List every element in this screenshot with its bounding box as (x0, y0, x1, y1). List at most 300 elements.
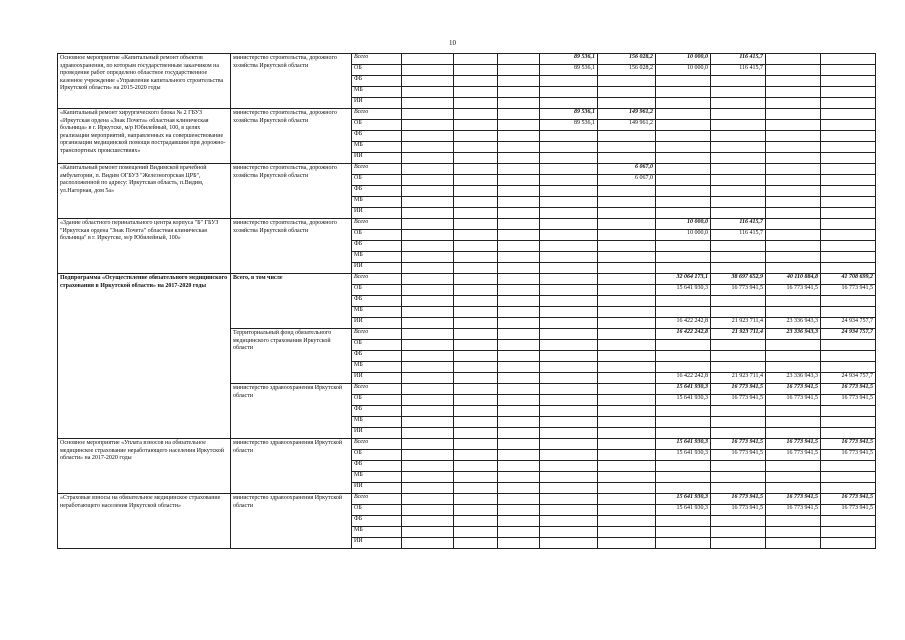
amount-cell (766, 483, 821, 494)
amount-cell: 16 773 941,5 (711, 384, 766, 395)
empty-cell (454, 76, 498, 87)
empty-cell (402, 263, 454, 274)
amount-cell: 16 773 941,5 (711, 395, 766, 406)
amount-cell: 15 641 930,3 (656, 395, 711, 406)
funding-source: Всего (352, 274, 402, 285)
amount-cell (711, 252, 766, 263)
empty-cell (454, 340, 498, 351)
empty-cell (402, 98, 454, 109)
funding-source: ИИ (352, 153, 402, 164)
funding-source: ОБ (352, 505, 402, 516)
empty-cell (498, 538, 540, 549)
amount-cell (766, 461, 821, 472)
empty-cell (402, 109, 454, 120)
amount-cell (821, 197, 876, 208)
empty-cell (402, 296, 454, 307)
empty-cell (402, 494, 454, 505)
amount-cell (711, 87, 766, 98)
empty-cell (454, 230, 498, 241)
empty-cell (454, 208, 498, 219)
empty-cell (402, 351, 454, 362)
empty-cell (454, 164, 498, 175)
amount-cell (766, 76, 821, 87)
amount-cell: 38 697 652,9 (711, 274, 766, 285)
amount-cell (540, 505, 598, 516)
amount-cell: 16 773 941,5 (821, 450, 876, 461)
amount-cell (540, 516, 598, 527)
amount-cell (598, 153, 656, 164)
executor-name: министерство здравоохранения Иркутской области (231, 439, 352, 494)
empty-cell (402, 318, 454, 329)
amount-cell (766, 87, 821, 98)
amount-cell (821, 406, 876, 417)
amount-cell (766, 98, 821, 109)
empty-cell (454, 142, 498, 153)
funding-source: МБ (352, 417, 402, 428)
amount-cell: 16 773 941,5 (821, 505, 876, 516)
amount-cell: 16 773 941,5 (711, 285, 766, 296)
executor-name: министерство здравоохранения Иркутской области (231, 494, 352, 549)
empty-cell (454, 98, 498, 109)
amount-cell (821, 87, 876, 98)
amount-cell (766, 131, 821, 142)
empty-cell (402, 76, 454, 87)
page-number: 10 (449, 39, 456, 47)
amount-cell (766, 472, 821, 483)
amount-cell (540, 483, 598, 494)
amount-cell: 116 415,7 (711, 230, 766, 241)
executor-name: министерство строительства, дорожного хозяйства Иркутской области (231, 109, 352, 164)
amount-cell (711, 483, 766, 494)
amount-cell (656, 208, 711, 219)
empty-cell (498, 516, 540, 527)
amount-cell (598, 538, 656, 549)
amount-cell (598, 241, 656, 252)
amount-cell (540, 527, 598, 538)
amount-cell (598, 406, 656, 417)
amount-cell (766, 263, 821, 274)
funding-source: ИИ (352, 263, 402, 274)
amount-cell (766, 538, 821, 549)
amount-cell (540, 98, 598, 109)
table-row (58, 219, 876, 230)
table-row (58, 494, 876, 505)
empty-cell (402, 373, 454, 384)
amount-cell (821, 186, 876, 197)
amount-cell: 16 773 941,5 (766, 439, 821, 450)
amount-cell: 15 641 930,3 (656, 494, 711, 505)
amount-cell (821, 307, 876, 318)
amount-cell: 89 536,1 (540, 120, 598, 131)
amount-cell: 16 773 941,5 (821, 384, 876, 395)
amount-cell: 10 000,0 (656, 230, 711, 241)
amount-cell (540, 197, 598, 208)
empty-cell (454, 153, 498, 164)
empty-cell (402, 362, 454, 373)
empty-cell (454, 131, 498, 142)
amount-cell (598, 285, 656, 296)
empty-cell (402, 285, 454, 296)
amount-cell (711, 175, 766, 186)
amount-cell: 10 000,0 (656, 219, 711, 230)
funding-source: ФБ (352, 296, 402, 307)
empty-cell (498, 428, 540, 439)
empty-cell (498, 505, 540, 516)
amount-cell: 89 536,1 (540, 65, 598, 76)
empty-cell (402, 527, 454, 538)
funding-source: ИИ (352, 98, 402, 109)
amount-cell (711, 351, 766, 362)
amount-cell (540, 175, 598, 186)
amount-cell (598, 384, 656, 395)
amount-cell (821, 241, 876, 252)
amount-cell (598, 131, 656, 142)
amount-cell: 16 773 941,5 (821, 439, 876, 450)
empty-cell (498, 450, 540, 461)
funding-source: Всего (352, 164, 402, 175)
empty-cell (454, 461, 498, 472)
amount-cell (656, 241, 711, 252)
funding-source: ФБ (352, 241, 402, 252)
empty-cell (402, 142, 454, 153)
empty-cell (498, 208, 540, 219)
empty-cell (498, 472, 540, 483)
amount-cell (598, 307, 656, 318)
executor-name: Территориальный фонд обязательного медицинского страхования Иркутской области (231, 329, 352, 384)
empty-cell (498, 252, 540, 263)
amount-cell (711, 428, 766, 439)
measure-name: Подпрограмма «Осуществление обязательного медицинского страхования в Иркутской области» на 2017-2020 годы (58, 274, 231, 439)
amount-cell (766, 208, 821, 219)
amount-cell (540, 241, 598, 252)
amount-cell (821, 109, 876, 120)
table-row (58, 54, 876, 65)
amount-cell: 15 641 930,3 (656, 505, 711, 516)
empty-cell (454, 373, 498, 384)
amount-cell (821, 461, 876, 472)
amount-cell (540, 351, 598, 362)
amount-cell (656, 186, 711, 197)
amount-cell (821, 483, 876, 494)
amount-cell (540, 208, 598, 219)
empty-cell (402, 230, 454, 241)
empty-cell (454, 175, 498, 186)
empty-cell (498, 417, 540, 428)
amount-cell: 21 923 711,4 (711, 318, 766, 329)
amount-cell (656, 263, 711, 274)
funding-source: МБ (352, 197, 402, 208)
empty-cell (402, 329, 454, 340)
amount-cell (711, 241, 766, 252)
amount-cell (821, 417, 876, 428)
amount-cell (711, 263, 766, 274)
amount-cell (656, 296, 711, 307)
measure-name: Основное мероприятие «Капитальный ремонт объектов здравоохранения, по которым государственным заказчиком на проведение работ определено областное государственное казенное учреждение «Управление капитального строительства Иркутской области» на 2015-2020 годы (58, 54, 231, 109)
amount-cell (711, 208, 766, 219)
empty-cell (402, 307, 454, 318)
amount-cell (598, 142, 656, 153)
amount-cell (766, 164, 821, 175)
empty-cell (454, 483, 498, 494)
amount-cell (821, 351, 876, 362)
empty-cell (454, 186, 498, 197)
empty-cell (402, 439, 454, 450)
amount-cell: 16 773 941,5 (766, 285, 821, 296)
empty-cell (402, 450, 454, 461)
amount-cell: 21 923 711,4 (711, 329, 766, 340)
amount-cell (821, 65, 876, 76)
empty-cell (498, 263, 540, 274)
empty-cell (402, 252, 454, 263)
empty-cell (498, 197, 540, 208)
funding-source: ФБ (352, 186, 402, 197)
amount-cell (656, 164, 711, 175)
empty-cell (402, 65, 454, 76)
amount-cell (656, 98, 711, 109)
amount-cell (598, 186, 656, 197)
amount-cell (598, 351, 656, 362)
funding-source: ФБ (352, 76, 402, 87)
amount-cell (540, 76, 598, 87)
funding-source: ИИ (352, 483, 402, 494)
empty-cell (498, 296, 540, 307)
empty-cell (454, 538, 498, 549)
empty-cell (402, 87, 454, 98)
funding-source: ФБ (352, 406, 402, 417)
amount-cell (540, 395, 598, 406)
amount-cell (540, 252, 598, 263)
amount-cell (540, 362, 598, 373)
amount-cell (540, 307, 598, 318)
funding-source: ОБ (352, 230, 402, 241)
amount-cell (821, 208, 876, 219)
amount-cell (766, 406, 821, 417)
amount-cell: 16 773 941,5 (766, 450, 821, 461)
empty-cell (498, 76, 540, 87)
empty-cell (498, 406, 540, 417)
amount-cell (711, 362, 766, 373)
amount-cell: 116 415,7 (711, 54, 766, 65)
amount-cell: 16 773 941,5 (711, 494, 766, 505)
empty-cell (454, 450, 498, 461)
amount-cell (598, 373, 656, 384)
empty-cell (402, 340, 454, 351)
funding-source: МБ (352, 252, 402, 263)
amount-cell (598, 428, 656, 439)
empty-cell (454, 120, 498, 131)
amount-cell: 15 641 930,3 (656, 285, 711, 296)
measure-name: Основное мероприятие «Уплата взносов на обязательное медицинское страхование неработающего населения Иркутской области» на 2017-2020 годы (58, 439, 231, 494)
empty-cell (498, 54, 540, 65)
amount-cell (540, 384, 598, 395)
empty-cell (402, 461, 454, 472)
empty-cell (454, 263, 498, 274)
amount-cell (766, 307, 821, 318)
amount-cell (540, 340, 598, 351)
amount-cell: 16 773 941,5 (766, 384, 821, 395)
amount-cell (821, 76, 876, 87)
amount-cell (598, 450, 656, 461)
empty-cell (402, 428, 454, 439)
amount-cell (540, 87, 598, 98)
amount-cell (656, 252, 711, 263)
amount-cell (821, 153, 876, 164)
amount-cell: 23 336 943,3 (766, 373, 821, 384)
amount-cell: 24 934 757,7 (821, 373, 876, 384)
amount-cell (540, 406, 598, 417)
funding-source: ИИ (352, 538, 402, 549)
empty-cell (498, 153, 540, 164)
empty-cell (498, 395, 540, 406)
empty-cell (454, 472, 498, 483)
amount-cell (540, 186, 598, 197)
amount-cell (598, 494, 656, 505)
amount-cell: 6 067,0 (598, 175, 656, 186)
amount-cell (711, 164, 766, 175)
amount-cell (711, 153, 766, 164)
amount-cell (821, 428, 876, 439)
amount-cell (598, 274, 656, 285)
amount-cell (540, 428, 598, 439)
empty-cell (498, 109, 540, 120)
amount-cell (766, 142, 821, 153)
amount-cell (821, 131, 876, 142)
amount-cell (711, 98, 766, 109)
amount-cell (598, 76, 656, 87)
amount-cell (598, 252, 656, 263)
amount-cell (598, 230, 656, 241)
empty-cell (498, 186, 540, 197)
empty-cell (454, 252, 498, 263)
amount-cell: 116 415,7 (711, 219, 766, 230)
amount-cell (766, 54, 821, 65)
amount-cell: 116 415,7 (711, 65, 766, 76)
amount-cell (540, 494, 598, 505)
amount-cell: 16 773 941,5 (766, 505, 821, 516)
amount-cell: 41 708 699,2 (821, 274, 876, 285)
amount-cell (598, 505, 656, 516)
funding-source: МБ (352, 527, 402, 538)
amount-cell (598, 516, 656, 527)
amount-cell (711, 142, 766, 153)
amount-cell (821, 142, 876, 153)
empty-cell (498, 65, 540, 76)
amount-cell (766, 175, 821, 186)
funding-source: Всего (352, 439, 402, 450)
empty-cell (454, 417, 498, 428)
amount-cell: 24 934 757,7 (821, 329, 876, 340)
executor-name: Всего, в том числе (231, 274, 352, 329)
amount-cell (821, 362, 876, 373)
amount-cell (540, 296, 598, 307)
empty-cell (402, 197, 454, 208)
executor-name: министерство здравоохранения Иркутской области (231, 384, 352, 439)
empty-cell (498, 461, 540, 472)
amount-cell (821, 230, 876, 241)
amount-cell: 149 961,2 (598, 109, 656, 120)
amount-cell (766, 417, 821, 428)
amount-cell (766, 516, 821, 527)
amount-cell (540, 285, 598, 296)
amount-cell (766, 362, 821, 373)
funding-source: МБ (352, 472, 402, 483)
amount-cell (766, 252, 821, 263)
amount-cell (540, 131, 598, 142)
funding-source: МБ (352, 142, 402, 153)
amount-cell (540, 538, 598, 549)
funding-source: ИИ (352, 373, 402, 384)
amount-cell (540, 153, 598, 164)
empty-cell (402, 208, 454, 219)
amount-cell: 149 961,2 (598, 120, 656, 131)
empty-cell (454, 274, 498, 285)
amount-cell: 10 000,0 (656, 54, 711, 65)
amount-cell (598, 472, 656, 483)
empty-cell (498, 351, 540, 362)
funding-source: Всего (352, 494, 402, 505)
amount-cell (766, 120, 821, 131)
amount-cell (540, 219, 598, 230)
empty-cell (454, 197, 498, 208)
amount-cell (766, 65, 821, 76)
amount-cell (656, 406, 711, 417)
amount-cell (711, 76, 766, 87)
empty-cell (454, 428, 498, 439)
funding-source: ОБ (352, 175, 402, 186)
amount-cell (656, 109, 711, 120)
empty-cell (498, 384, 540, 395)
amount-cell (711, 296, 766, 307)
amount-cell (766, 351, 821, 362)
amount-cell (766, 230, 821, 241)
empty-cell (402, 241, 454, 252)
amount-cell (711, 472, 766, 483)
funding-source: Всего (352, 219, 402, 230)
empty-cell (498, 340, 540, 351)
amount-cell (821, 252, 876, 263)
amount-cell (656, 175, 711, 186)
amount-cell (821, 263, 876, 274)
funding-source: Всего (352, 384, 402, 395)
amount-cell (540, 461, 598, 472)
empty-cell (498, 307, 540, 318)
empty-cell (402, 120, 454, 131)
amount-cell: 156 028,2 (598, 54, 656, 65)
empty-cell (402, 186, 454, 197)
funding-source: ФБ (352, 351, 402, 362)
empty-cell (402, 131, 454, 142)
empty-cell (498, 483, 540, 494)
amount-cell (656, 131, 711, 142)
amount-cell (711, 197, 766, 208)
amount-cell (766, 109, 821, 120)
amount-cell: 32 064 173,1 (656, 274, 711, 285)
amount-cell (766, 527, 821, 538)
funding-source: МБ (352, 362, 402, 373)
empty-cell (402, 153, 454, 164)
amount-cell (821, 219, 876, 230)
amount-cell: 16 773 941,5 (766, 494, 821, 505)
amount-cell (540, 439, 598, 450)
empty-cell (498, 329, 540, 340)
amount-cell (821, 516, 876, 527)
amount-cell: 16 773 941,5 (821, 285, 876, 296)
empty-cell (454, 395, 498, 406)
empty-cell (498, 164, 540, 175)
amount-cell (598, 461, 656, 472)
amount-cell (766, 197, 821, 208)
amount-cell (540, 373, 598, 384)
